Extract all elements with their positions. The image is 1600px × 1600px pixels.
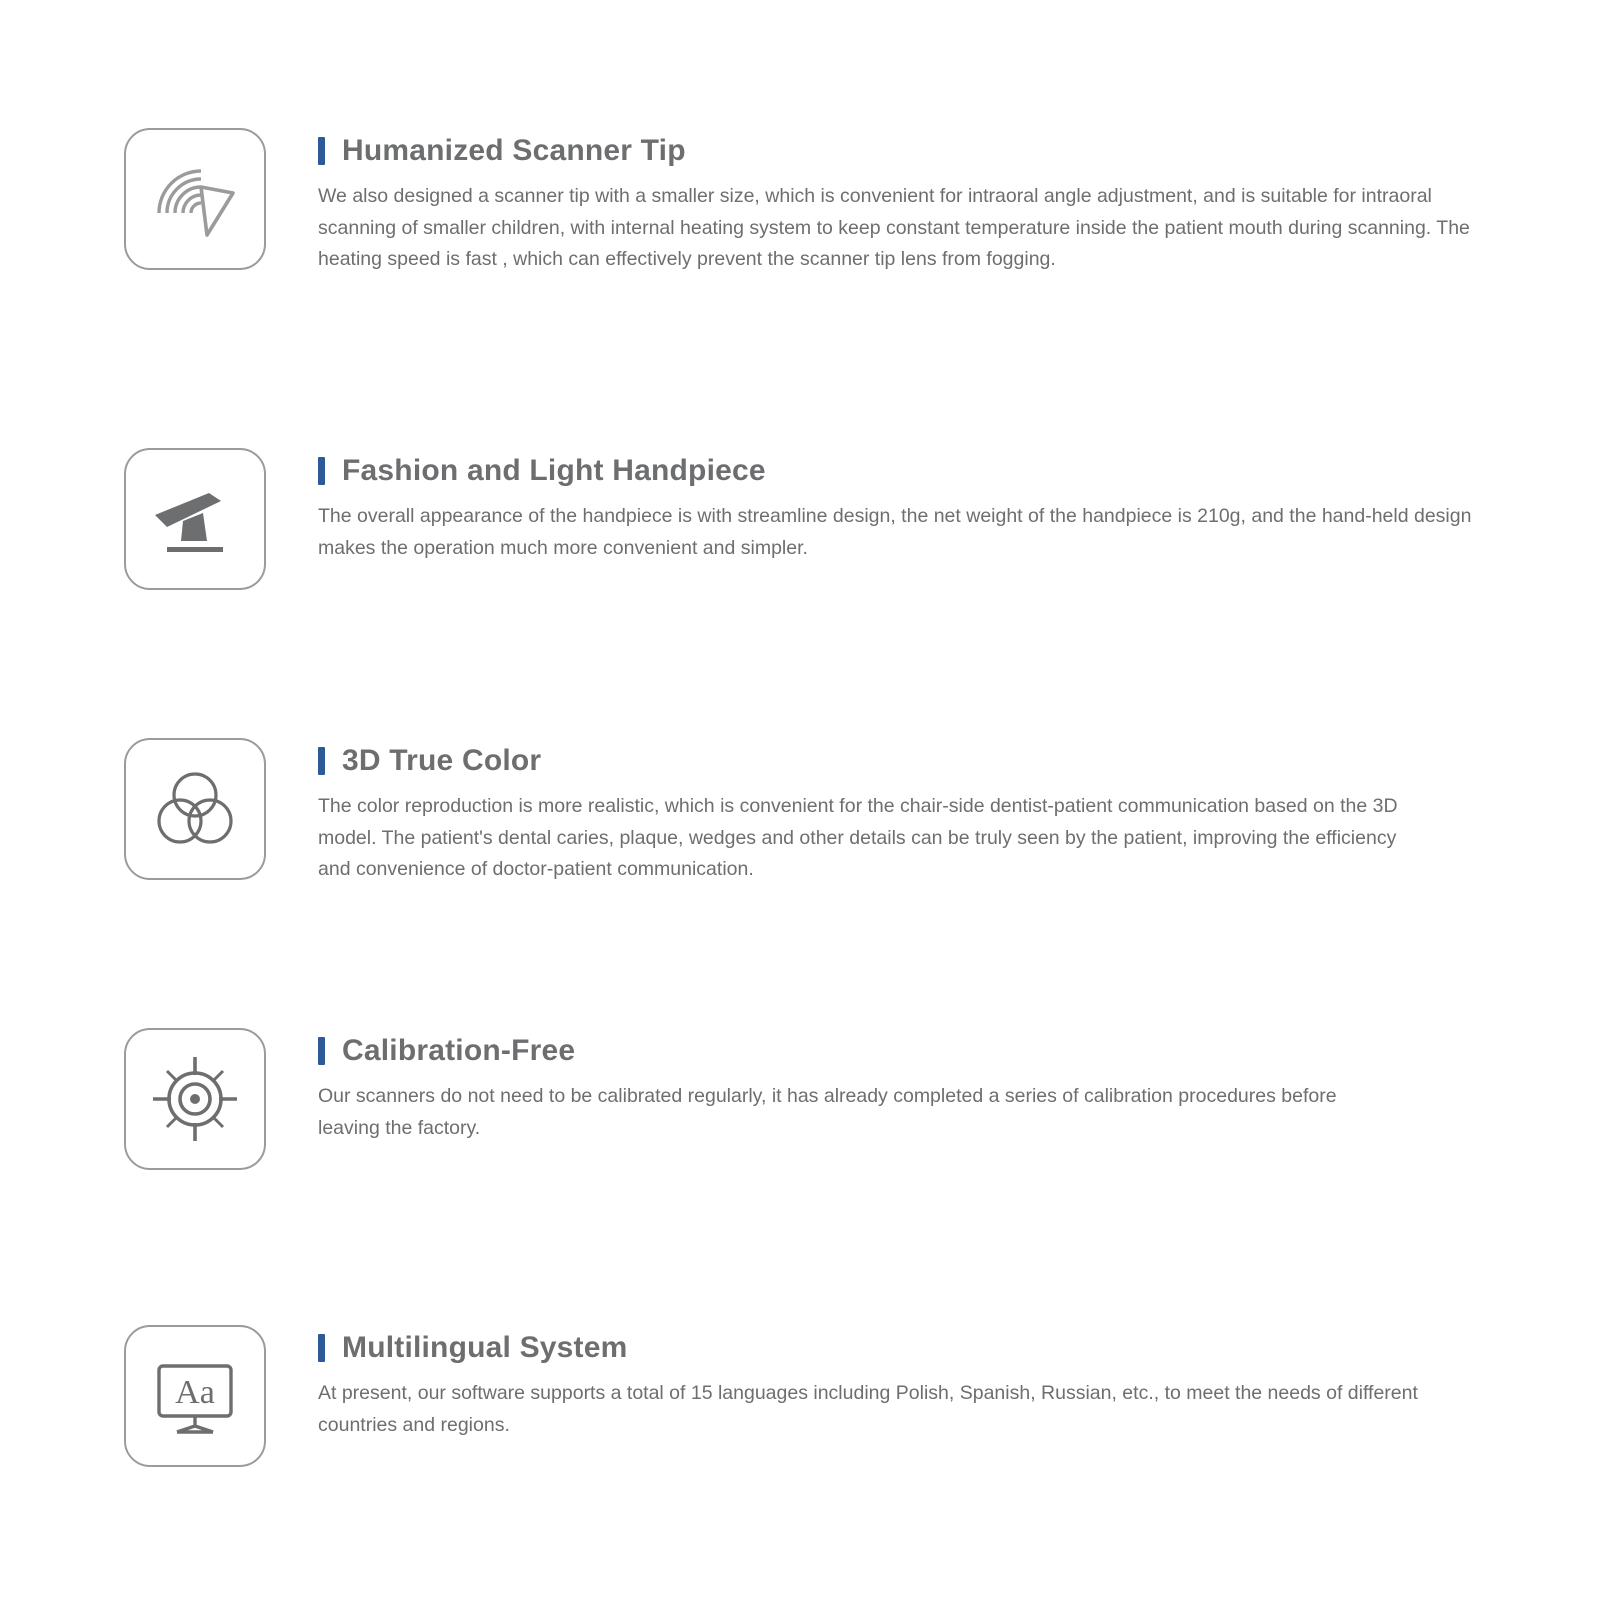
- monitor-language-icon-box: [124, 1325, 266, 1467]
- handpiece-icon-box: [124, 448, 266, 590]
- feature-item: [0, 128, 1600, 276]
- feature-text: [318, 738, 1558, 886]
- accent-bar: [318, 1334, 325, 1362]
- feature-description: The overall appearance of the handpiece is with streamline design, the net weight of the handpiece is 210g, and the hand-held design makes the operation much more convenient and simpler.: [318, 505, 1472, 559]
- crosshair-target-icon: [147, 1051, 243, 1147]
- feature-item: [0, 448, 1600, 590]
- feature-item: [0, 738, 1600, 886]
- crosshair-target-icon-box: [124, 1028, 266, 1170]
- feature-description: Our scanners do not need to be calibrated regularly, it has already completed a series of calibration procedures before leaving the factory.: [318, 1085, 1337, 1139]
- accent-bar: [318, 747, 325, 775]
- feature-title: Fashion and Light Handpiece: [342, 454, 766, 487]
- svg-text:Aa: Aa: [175, 1374, 215, 1411]
- feature-item: [0, 1028, 1600, 1170]
- feature-description: The color reproduction is more realistic, which is convenient for the chair-side dentist-patient communication based on the 3D model. The patient's dental caries, plaque, wedges and other details can be truly seen by the patient, improving the efficiency and convenience of doctor-patient communication.: [318, 795, 1398, 881]
- feature-text: [318, 1325, 1558, 1441]
- feature-item: [0, 1325, 1600, 1467]
- feature-title-row: [318, 1036, 1558, 1066]
- feature-title-row: [318, 456, 1558, 486]
- handpiece-icon: [147, 471, 243, 567]
- feature-description: We also designed a scanner tip with a smaller size, which is convenient for intraoral angle adjustment, and is suitable for intraoral scanning of smaller children, with internal heating system to keep constant temperature inside the patient mouth during scanning. The heating speed is fast , which can effectively prevent the scanner tip lens from fogging.: [318, 185, 1470, 271]
- feature-description: At present, our software supports a total of 15 languages including Polish, Spanish, Russian, etc., to meet the needs of different countries and regions.: [318, 1382, 1418, 1436]
- scanner-tip-icon: [147, 151, 243, 247]
- feature-title-row: [318, 746, 1558, 776]
- accent-bar: [318, 457, 325, 485]
- accent-bar: [318, 137, 325, 165]
- feature-text: [318, 128, 1558, 276]
- accent-bar: [318, 1037, 325, 1065]
- feature-title-row: [318, 1333, 1558, 1363]
- monitor-language-icon: [147, 1348, 243, 1444]
- feature-title: Humanized Scanner Tip: [342, 134, 686, 167]
- feature-title: Calibration-Free: [342, 1034, 576, 1067]
- feature-text: [318, 1028, 1558, 1144]
- feature-title: Multilingual System: [342, 1331, 628, 1364]
- color-circles-icon: [149, 763, 241, 855]
- color-circles-icon-box: [124, 738, 266, 880]
- scanner-tip-icon-box: [124, 128, 266, 270]
- feature-title: 3D True Color: [342, 744, 542, 777]
- feature-title-row: [318, 136, 1558, 166]
- feature-text: [318, 448, 1558, 564]
